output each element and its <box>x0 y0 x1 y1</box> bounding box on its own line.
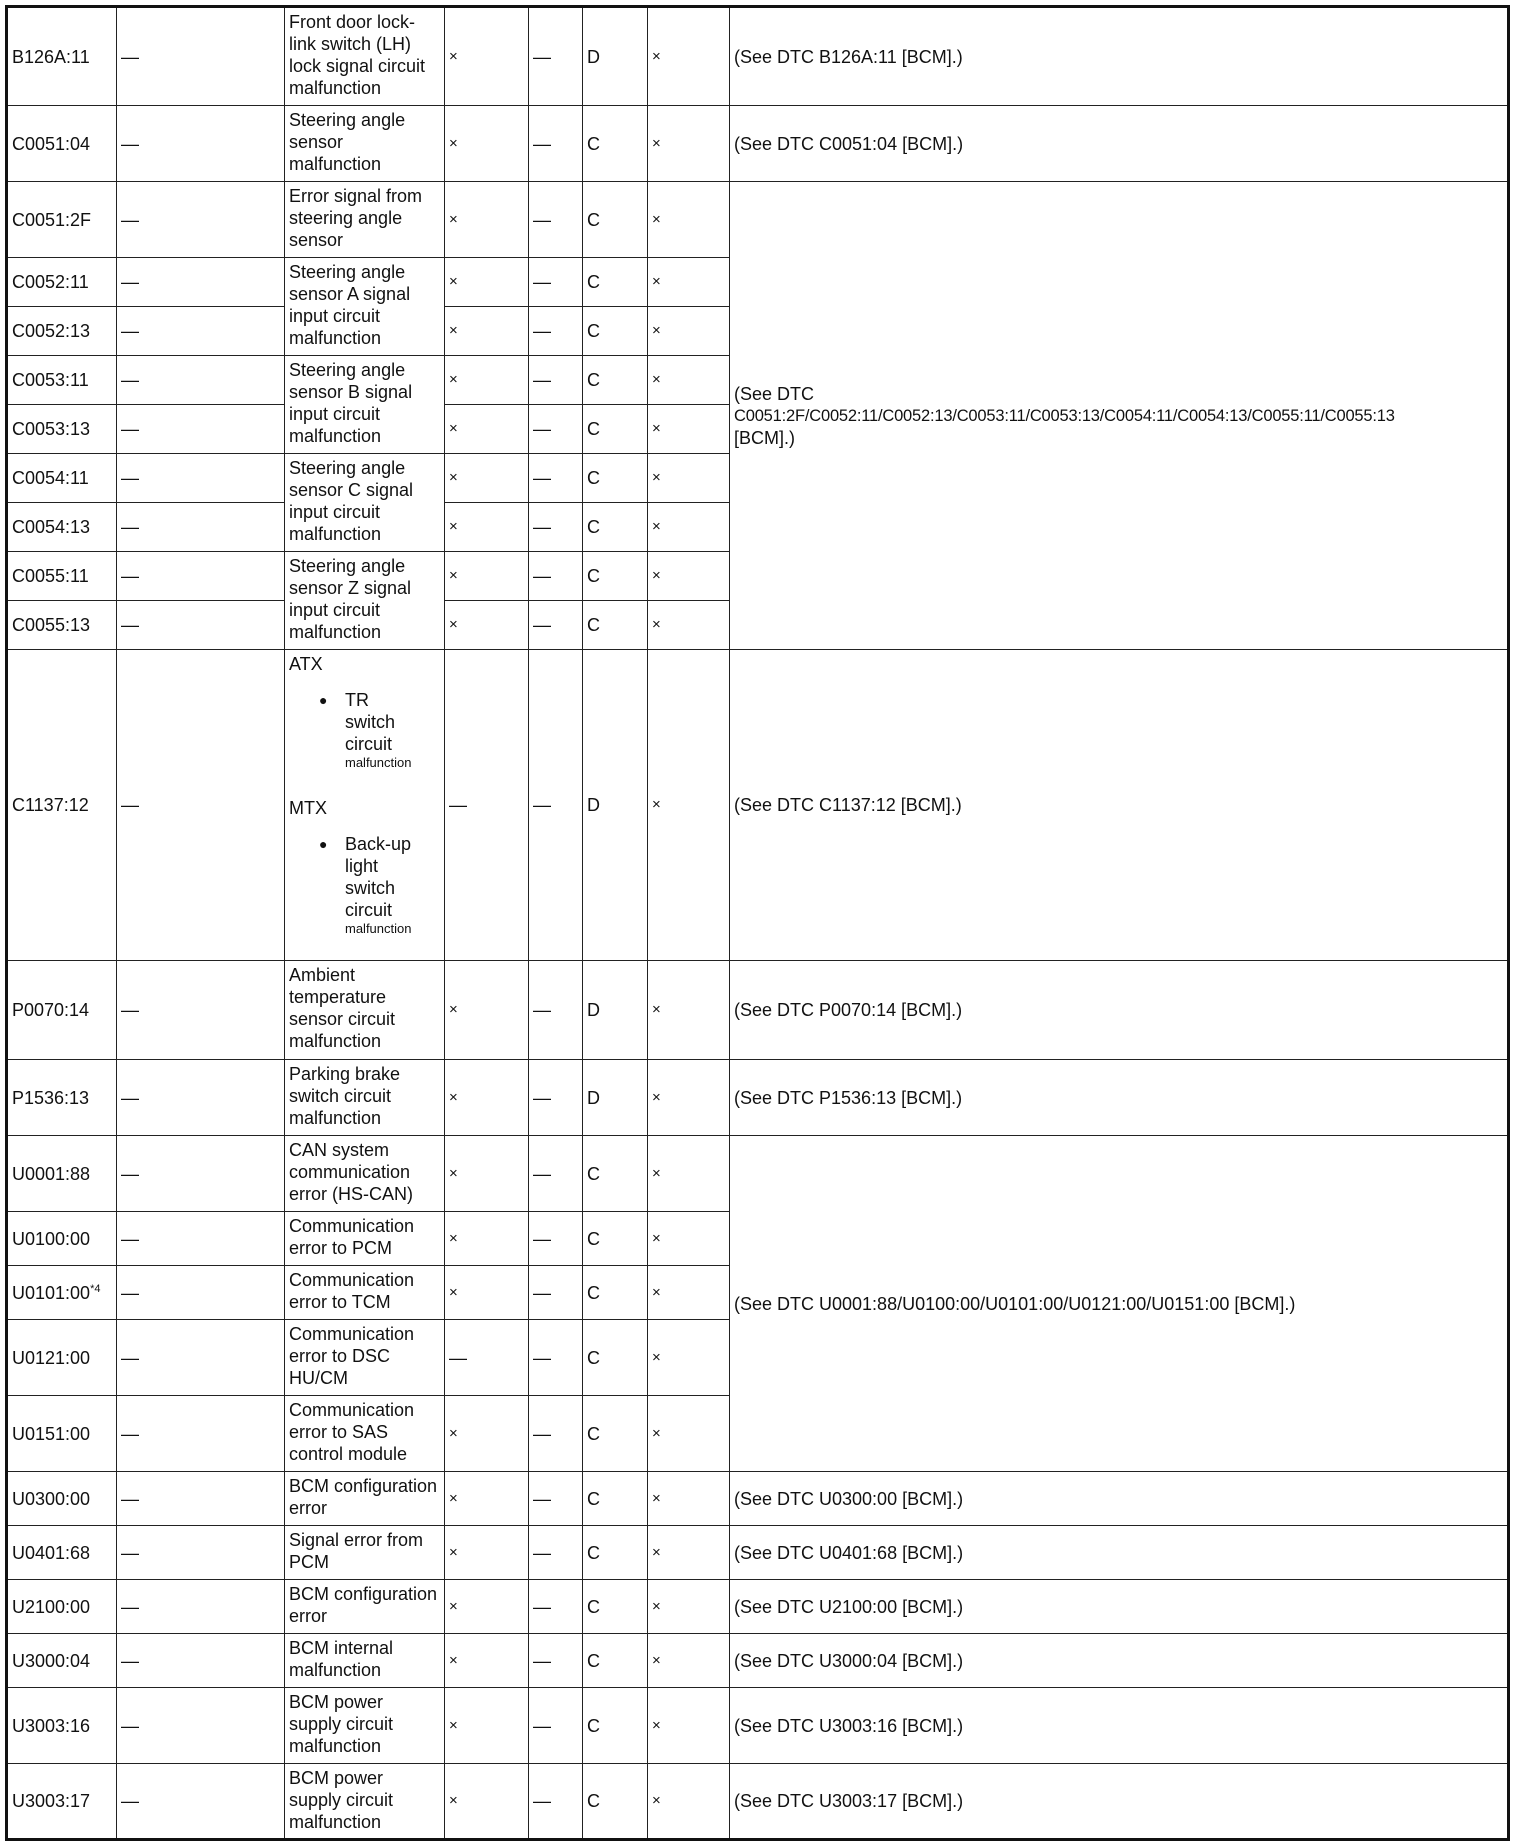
dash-cell: — <box>529 1136 583 1212</box>
dtc-code: C0052:13 <box>7 307 117 356</box>
mark-cell: × <box>445 1396 529 1472</box>
dtc-code: C0051:2F <box>7 182 117 258</box>
dash-cell: — <box>445 650 529 961</box>
dtc-code: C1137:12 <box>7 650 117 961</box>
dash-cell: — <box>117 258 285 307</box>
dash-cell: — <box>529 258 583 307</box>
dtc-code <box>7 1266 117 1320</box>
dash-cell: — <box>529 650 583 961</box>
mark-cell: × <box>445 1688 529 1764</box>
mark-cell: × <box>648 405 730 454</box>
dtc-code: U3003:16 <box>7 1688 117 1764</box>
mark-cell: × <box>648 503 730 552</box>
mark-cell: × <box>445 1060 529 1136</box>
mark-cell: × <box>648 601 730 650</box>
steering-remark-cell <box>730 182 1509 650</box>
comm-remark-cell: (See DTC U0001:88/U0100:00/U0101:00/U0121:00/U0151:00 [BCM].) <box>730 1136 1509 1472</box>
table-row <box>7 1060 1509 1136</box>
remark-cell: (See DTC U3003:17 [BCM].) <box>730 1764 1509 1840</box>
dash-cell: — <box>117 601 285 650</box>
dtc-code: C0053:13 <box>7 405 117 454</box>
remark-cell: (See DTC P1536:13 [BCM].) <box>730 1060 1509 1136</box>
detection-type: D <box>583 961 648 1060</box>
dash-cell: — <box>117 650 285 961</box>
list-item <box>319 833 440 937</box>
detection-type: C <box>583 1688 648 1764</box>
dash-cell: — <box>117 1320 285 1396</box>
atx-item-text: TR switch circuit <box>345 690 396 754</box>
mark-cell: × <box>648 1688 730 1764</box>
detection-type: D <box>583 650 648 961</box>
remark-cell: (See DTC U3000:04 [BCM].) <box>730 1634 1509 1688</box>
detection-type: C <box>583 356 648 405</box>
mark-cell: × <box>445 258 529 307</box>
dtc-description <box>285 650 445 961</box>
dtc-description: Communication error to DSC HU/CM <box>285 1320 445 1396</box>
mark-cell: × <box>648 258 730 307</box>
dtc-code: U0401:68 <box>7 1526 117 1580</box>
dash-cell: — <box>117 1764 285 1840</box>
dash-cell: — <box>117 961 285 1060</box>
dash-cell: — <box>117 1396 285 1472</box>
detection-type: C <box>583 601 648 650</box>
dash-cell: — <box>529 1060 583 1136</box>
mark-cell: × <box>648 454 730 503</box>
dtc-description: Steering angle sensor B signal input circuit malfunction <box>285 356 445 454</box>
dtc-code: U2100:00 <box>7 1580 117 1634</box>
dtc-code: P1536:13 <box>7 1060 117 1136</box>
remark-cell: (See DTC C0051:04 [BCM].) <box>730 106 1509 182</box>
mark-cell: × <box>648 1266 730 1320</box>
dtc-description: CAN system communication error (HS-CAN) <box>285 1136 445 1212</box>
dash-cell: — <box>117 454 285 503</box>
dash-cell: — <box>117 106 285 182</box>
mark-cell: × <box>648 7 730 106</box>
mark-cell: × <box>445 7 529 106</box>
dash-cell: — <box>529 356 583 405</box>
dash-cell: — <box>529 1266 583 1320</box>
dtc-description: BCM power supply circuit malfunction <box>285 1688 445 1764</box>
dash-cell: — <box>529 1320 583 1396</box>
mark-cell: × <box>445 961 529 1060</box>
dash-cell: — <box>529 1634 583 1688</box>
steering-remark-line: (See DTC <box>734 383 815 404</box>
dash-cell: — <box>117 1688 285 1764</box>
dtc-code: U0121:00 <box>7 1320 117 1396</box>
dtc-code: C0051:04 <box>7 106 117 182</box>
detection-type: C <box>583 1634 648 1688</box>
dash-cell: — <box>529 1212 583 1266</box>
dash-cell: — <box>529 7 583 106</box>
detection-type: C <box>583 454 648 503</box>
bullet-icon: ● <box>319 692 328 708</box>
dtc-description: Steering angle sensor malfunction <box>285 106 445 182</box>
dash-cell: — <box>117 1526 285 1580</box>
mtx-item-text: Back-up light switch circuit <box>345 834 412 920</box>
mark-cell: × <box>648 182 730 258</box>
dash-cell: — <box>529 106 583 182</box>
table-row <box>7 1764 1509 1840</box>
dtc-code: C0055:13 <box>7 601 117 650</box>
mark-cell: × <box>445 503 529 552</box>
dash-cell: — <box>117 552 285 601</box>
atx-heading: ATX <box>289 654 323 674</box>
detection-type: C <box>583 1266 648 1320</box>
mark-cell: × <box>648 106 730 182</box>
dash-cell: — <box>529 1688 583 1764</box>
dtc-description: BCM configuration error <box>285 1580 445 1634</box>
dtc-code: U0100:00 <box>7 1212 117 1266</box>
dash-cell: — <box>529 1580 583 1634</box>
table-row <box>7 182 1509 258</box>
mark-cell: × <box>648 1526 730 1580</box>
dash-cell: — <box>529 454 583 503</box>
detection-type: C <box>583 1212 648 1266</box>
dtc-description: Steering angle sensor A signal input circuit malfunction <box>285 258 445 356</box>
detection-type: C <box>583 1136 648 1212</box>
mark-cell: × <box>648 1634 730 1688</box>
dash-cell: — <box>529 552 583 601</box>
mark-cell: × <box>445 552 529 601</box>
dash-cell: — <box>117 182 285 258</box>
dtc-description: BCM internal malfunction <box>285 1634 445 1688</box>
dash-cell: — <box>117 503 285 552</box>
mtx-item-small: malfunction <box>345 921 412 936</box>
dtc-code: U3000:04 <box>7 1634 117 1688</box>
mark-cell: × <box>648 1320 730 1396</box>
detection-type: C <box>583 106 648 182</box>
mark-cell: × <box>648 1136 730 1212</box>
dash-cell: — <box>445 1320 529 1396</box>
dtc-description: Front door lock-link switch (LH) lock signal circuit malfunction <box>285 7 445 106</box>
dtc-code: U3003:17 <box>7 1764 117 1840</box>
mark-cell: × <box>445 1472 529 1526</box>
dtc-code: U0300:00 <box>7 1472 117 1526</box>
mark-cell: × <box>445 1136 529 1212</box>
mark-cell: × <box>445 307 529 356</box>
detection-type: C <box>583 1526 648 1580</box>
dtc-code: P0070:14 <box>7 961 117 1060</box>
mark-cell: × <box>648 1396 730 1472</box>
footnote-marker: *4 <box>90 1282 101 1295</box>
detection-type: C <box>583 405 648 454</box>
dtc-code: U0151:00 <box>7 1396 117 1472</box>
mark-cell: × <box>648 961 730 1060</box>
mark-cell: × <box>445 1634 529 1688</box>
table-row <box>7 7 1509 106</box>
dash-cell: — <box>529 961 583 1060</box>
dtc-code: C0054:13 <box>7 503 117 552</box>
dash-cell: — <box>117 1472 285 1526</box>
dtc-description: Parking brake switch circuit malfunction <box>285 1060 445 1136</box>
mark-cell: × <box>648 1060 730 1136</box>
detection-type: D <box>583 1060 648 1136</box>
dtc-code: C0052:11 <box>7 258 117 307</box>
dtc-description: BCM configuration error <box>285 1472 445 1526</box>
table-row <box>7 1472 1509 1526</box>
dash-cell: — <box>117 356 285 405</box>
table-row <box>7 1688 1509 1764</box>
dash-cell: — <box>529 182 583 258</box>
bullet-icon: ● <box>319 836 328 852</box>
mark-cell: × <box>445 1764 529 1840</box>
remark-cell: (See DTC U2100:00 [BCM].) <box>730 1580 1509 1634</box>
dash-cell: — <box>117 1136 285 1212</box>
remark-cell: (See DTC B126A:11 [BCM].) <box>730 7 1509 106</box>
mark-cell: × <box>648 1472 730 1526</box>
dash-cell: — <box>117 1060 285 1136</box>
steering-remark-line: [BCM].) <box>734 427 795 448</box>
mark-cell: × <box>445 601 529 650</box>
dtc-description: BCM power supply circuit malfunction <box>285 1764 445 1840</box>
remark-cell: (See DTC U0401:68 [BCM].) <box>730 1526 1509 1580</box>
detection-type: C <box>583 182 648 258</box>
dash-cell: — <box>117 1580 285 1634</box>
dash-cell: — <box>529 601 583 650</box>
mark-cell: × <box>648 552 730 601</box>
dtc-code: B126A:11 <box>7 7 117 106</box>
detection-type: C <box>583 307 648 356</box>
mark-cell: × <box>445 1212 529 1266</box>
remark-cell: (See DTC U3003:16 [BCM].) <box>730 1688 1509 1764</box>
mark-cell: × <box>445 356 529 405</box>
dash-cell: — <box>529 1764 583 1840</box>
dash-cell: — <box>529 1472 583 1526</box>
remark-cell: (See DTC C1137:12 [BCM].) <box>730 650 1509 961</box>
dash-cell: — <box>117 1634 285 1688</box>
dtc-code-text: U0101:00 <box>12 1282 91 1303</box>
table-row <box>7 1526 1509 1580</box>
mark-cell: × <box>648 1212 730 1266</box>
detection-type: C <box>583 552 648 601</box>
dtc-code: C0053:11 <box>7 356 117 405</box>
mark-cell: × <box>648 1580 730 1634</box>
dtc-code: C0054:11 <box>7 454 117 503</box>
dtc-code: U0001:88 <box>7 1136 117 1212</box>
mark-cell: × <box>648 307 730 356</box>
detection-type: D <box>583 7 648 106</box>
detection-type: C <box>583 1472 648 1526</box>
mark-cell: × <box>648 650 730 961</box>
mtx-heading: MTX <box>289 798 327 818</box>
dtc-table <box>5 5 1510 1841</box>
table-row <box>7 1634 1509 1688</box>
table-row <box>7 1136 1509 1212</box>
dtc-description: Ambient temperature sensor circuit malfunction <box>285 961 445 1060</box>
dtc-description: Error signal from steering angle sensor <box>285 182 445 258</box>
mark-cell: × <box>445 405 529 454</box>
mark-cell: × <box>445 1526 529 1580</box>
dash-cell: — <box>117 405 285 454</box>
dash-cell: — <box>529 405 583 454</box>
mark-cell: × <box>445 1266 529 1320</box>
dash-cell: — <box>529 503 583 552</box>
dash-cell: — <box>529 1526 583 1580</box>
steering-remark-line: C0051:2F/C0052:11/C0052:13/C0053:11/C0053:13/C0054:11/C0054:13/C0055:11/C0055:13 <box>734 406 1395 425</box>
remark-cell: (See DTC P0070:14 [BCM].) <box>730 961 1509 1060</box>
atx-item-small: malfunction <box>345 755 412 770</box>
mark-cell: × <box>445 182 529 258</box>
dash-cell: — <box>529 1396 583 1472</box>
mark-cell: × <box>445 106 529 182</box>
dash-cell: — <box>117 7 285 106</box>
dtc-description: Signal error from PCM <box>285 1526 445 1580</box>
dash-cell: — <box>529 307 583 356</box>
mark-cell: × <box>445 1580 529 1634</box>
detection-type: C <box>583 1764 648 1840</box>
dtc-description: Communication error to SAS control module <box>285 1396 445 1472</box>
mark-cell: × <box>648 356 730 405</box>
dtc-description: Steering angle sensor C signal input circuit malfunction <box>285 454 445 552</box>
dtc-code: C0055:11 <box>7 552 117 601</box>
dash-cell: — <box>117 1266 285 1320</box>
detection-type: C <box>583 1396 648 1472</box>
table-row <box>7 650 1509 961</box>
dash-cell: — <box>117 1212 285 1266</box>
detection-type: C <box>583 503 648 552</box>
dtc-description: Communication error to TCM <box>285 1266 445 1320</box>
dash-cell: — <box>117 307 285 356</box>
mark-cell: × <box>445 454 529 503</box>
detection-type: C <box>583 1320 648 1396</box>
detection-type: C <box>583 1580 648 1634</box>
dtc-description: Communication error to PCM <box>285 1212 445 1266</box>
table-row <box>7 961 1509 1060</box>
table-row <box>7 106 1509 182</box>
remark-cell: (See DTC U0300:00 [BCM].) <box>730 1472 1509 1526</box>
table-row <box>7 1580 1509 1634</box>
mark-cell: × <box>648 1764 730 1840</box>
detection-type: C <box>583 258 648 307</box>
list-item <box>319 689 440 771</box>
dtc-description: Steering angle sensor Z signal input circuit malfunction <box>285 552 445 650</box>
